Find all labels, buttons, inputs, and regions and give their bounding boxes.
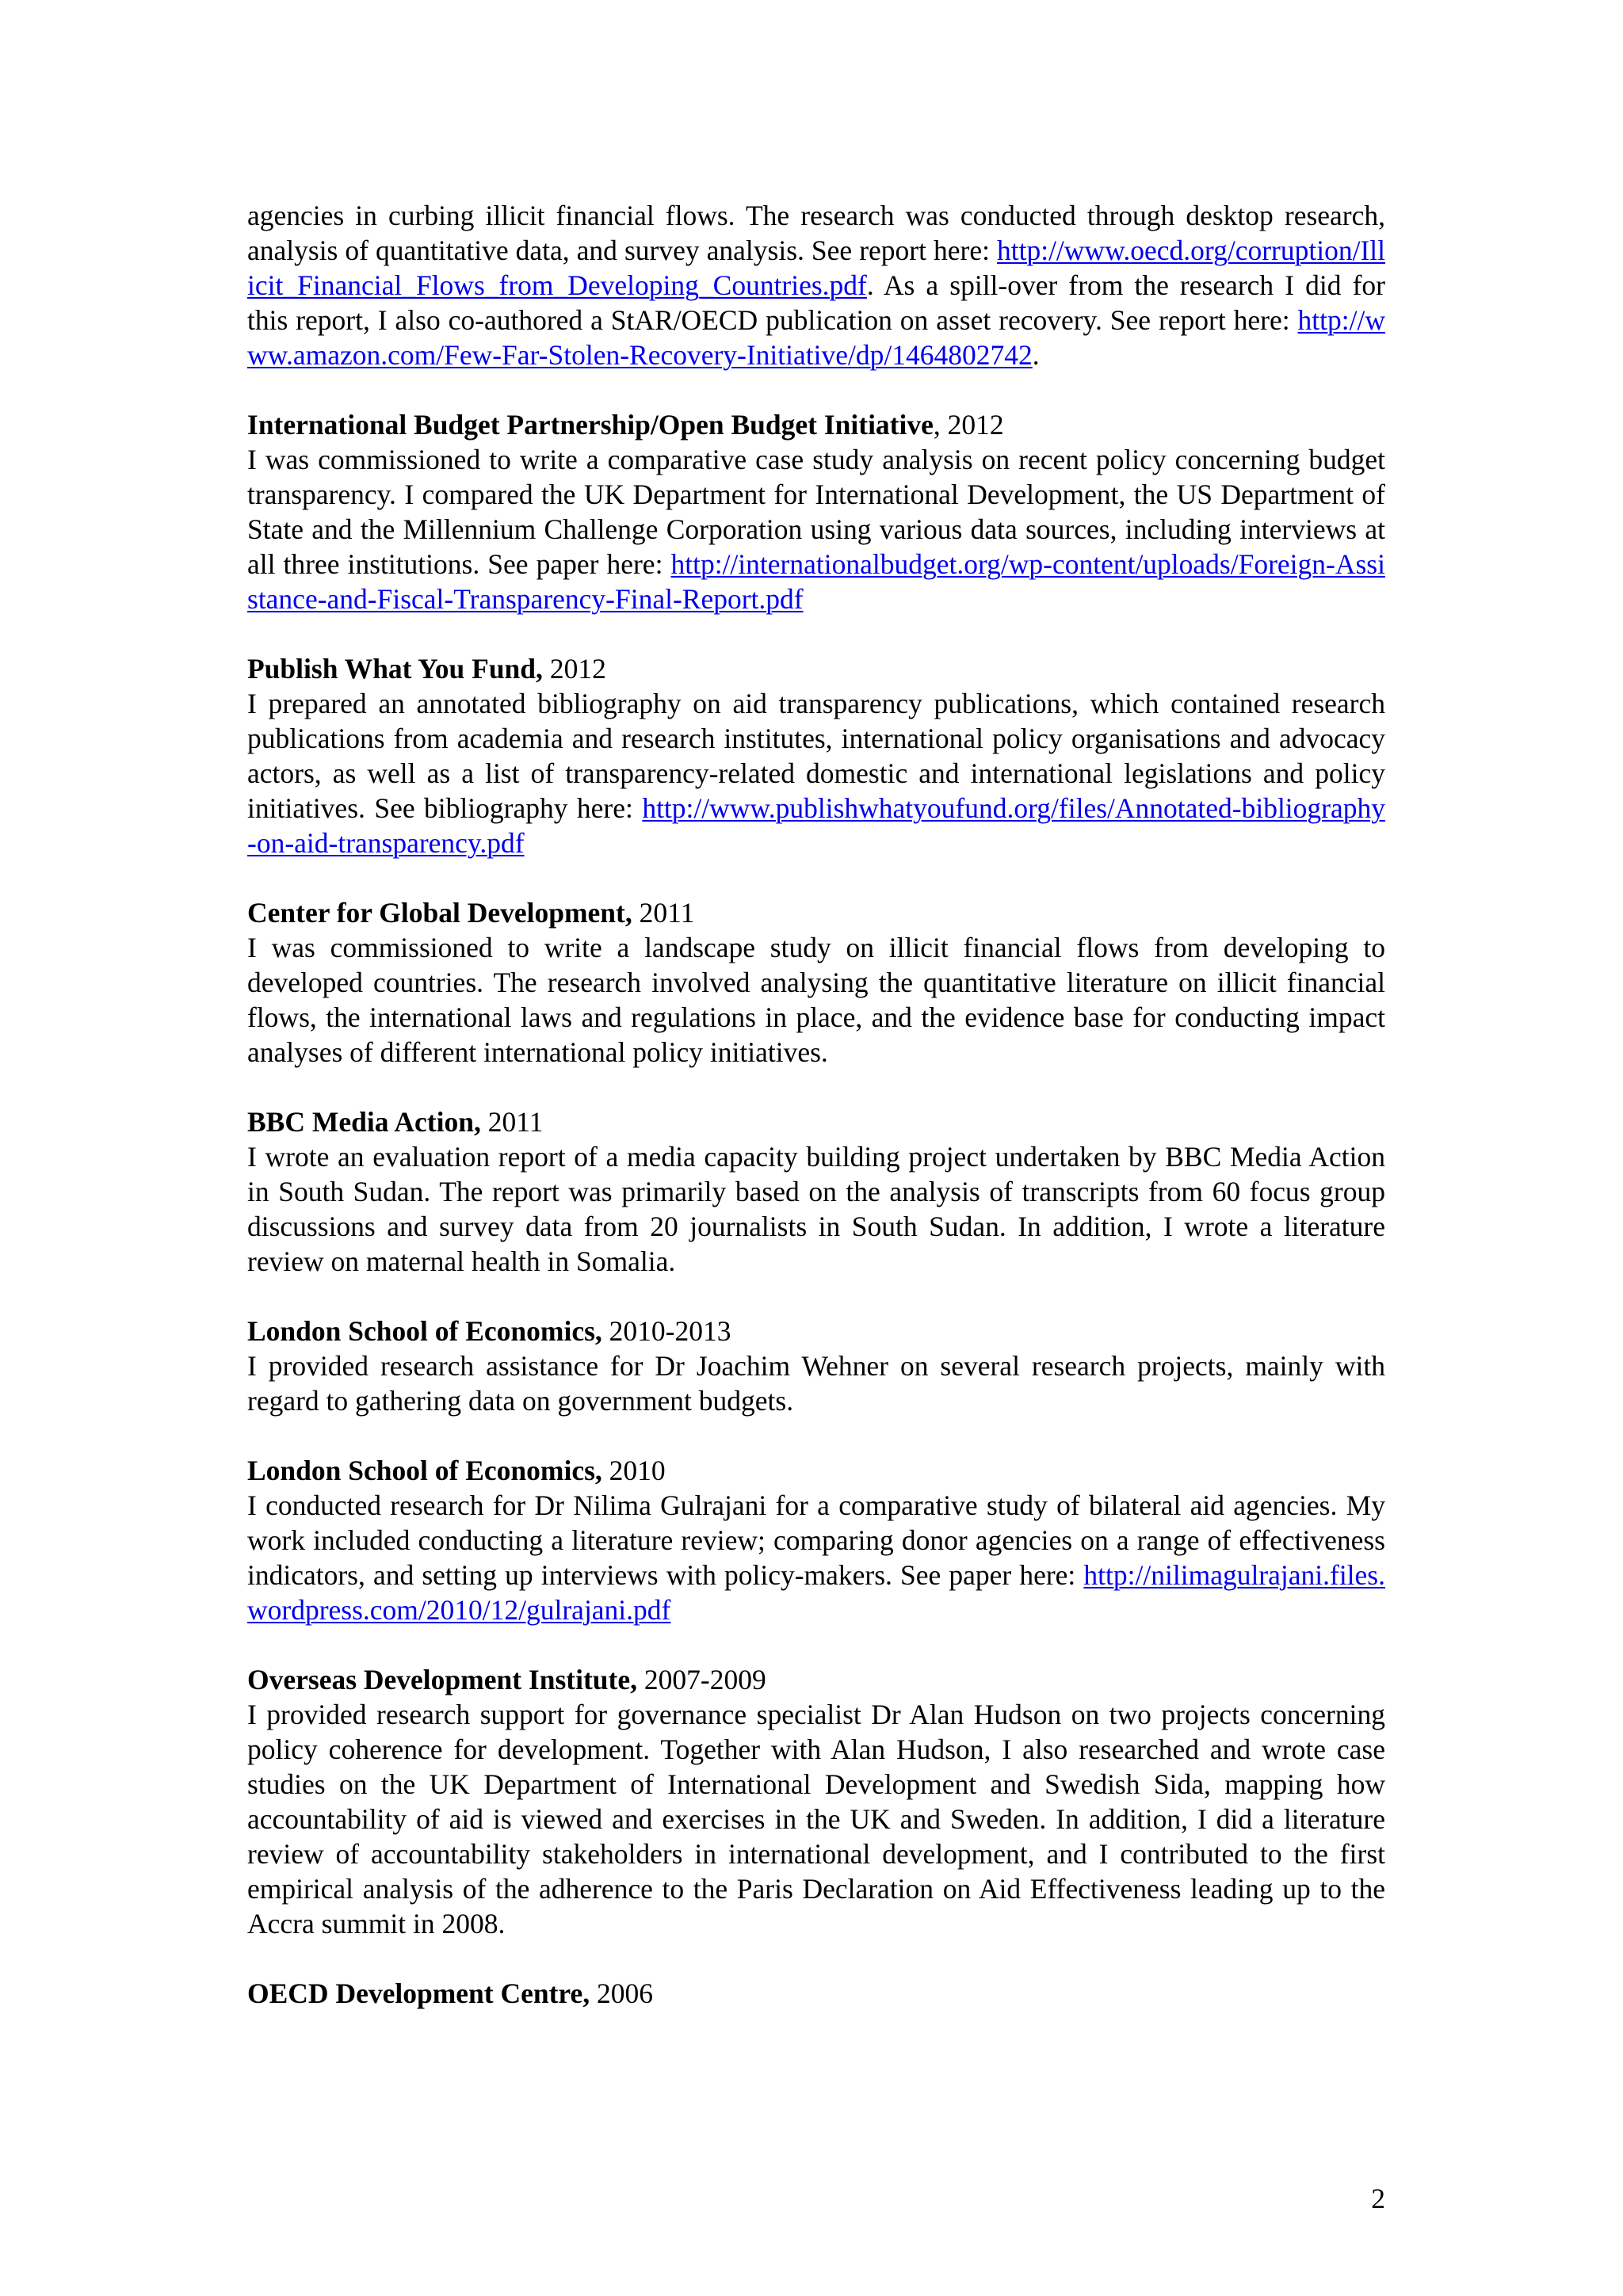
gulrajani-paper-link[interactable]: http://nilimagulrajani.files.wordpress.com/2010/12/gulrajani.pdf [247,1559,1385,1626]
entry-heading [247,1976,1385,2011]
organisation-name: BBC Media Action, [247,1106,481,1138]
heading-separator: , [933,409,948,441]
experience-entry-ibp [247,407,1385,616]
amazon-report-link[interactable]: http://www.amazon.com/Few-Far-Stolen-Recovery-Initiative/dp/1464802742 [247,304,1385,371]
heading-separator [602,1455,609,1486]
entry-year: 2010-2013 [609,1315,731,1347]
entry-heading [247,407,1385,442]
entry-description [247,442,1385,616]
entry-heading [247,1662,1385,1697]
entry-year: 2011 [487,1106,544,1138]
page-number: 2 [1371,2183,1385,2214]
organisation-name: International Budget Partnership/Open Budget Initiative [247,409,934,441]
experience-entry-pwyf [247,651,1385,860]
heading-separator [481,1106,488,1138]
heading-separator [637,1664,644,1695]
entry-year: 2012 [947,409,1004,441]
entry-heading [247,1104,1385,1139]
organisation-name: OECD Development Centre, [247,1978,590,2009]
experience-entry-lse-wehner [247,1314,1385,1418]
entry-heading [247,895,1385,930]
description-text: I prepared an annotated bibliography on aid transparency publications, which contained research publications from academia and research institutes, international policy organisations and advocacy actors, as well as a list of transparency-related domestic and international legislations and policy initiatives. See bibliography here: [247,688,1385,824]
entry-heading [247,1314,1385,1348]
experience-entry-cgd [247,895,1385,1070]
heading-separator [602,1315,609,1347]
intro-text-2: . As a spill-over from the research I did for this report, I also co-authored a StAR/OECD publication on asset recovery. See report here: [247,269,1385,336]
heading-separator [632,897,640,929]
heading-separator [543,653,550,685]
oecd-report-link[interactable]: http://www.oecd.org/corruption/Illicit_Financial_Flows_from_Developing_Countries.pdf [247,235,1385,301]
ibp-paper-link[interactable]: http://internationalbudget.org/wp-content/uploads/Foreign-Assistance-and-Fiscal-Transparency-Final-Report.pdf [247,548,1385,615]
entry-year: 2011 [639,897,695,929]
experience-entry-odi [247,1662,1385,1941]
organisation-name: London School of Economics, [247,1315,602,1347]
heading-separator [590,1978,597,2009]
organisation-name: Center for Global Development, [247,897,632,929]
description-text: I conducted research for Dr Nilima Gulrajani for a comparative study of bilateral aid agencies. My work included conducting a literature review; comparing donor agencies on a range of effectiveness indicators, and setting up interviews with policy-makers. See paper here: [247,1489,1385,1591]
document-body [247,198,1385,2011]
pwyf-bibliography-link[interactable]: http://www.publishwhatyoufund.org/files/Annotated-bibliography-on-aid-transparency.pdf [247,792,1385,859]
entry-year: 2006 [597,1978,654,2009]
intro-text-3: . [1032,339,1040,371]
entry-year: 2012 [549,653,606,685]
entry-description: I wrote an evaluation report of a media capacity building project undertaken by BBC Media Action in South Sudan. The report was primarily based on the analysis of transcripts from 60 focus group discussions and survey data from 20 journalists in South Sudan. In addition, I wrote a literature review on maternal health in Somalia. [247,1141,1385,1277]
organisation-name: Overseas Development Institute, [247,1664,637,1695]
entry-description: I provided research support for governance specialist Dr Alan Hudson on two projects concerning policy coherence for development. Together with Alan Hudson, I also researched and wrote case studies on the UK Department of International Development and Swedish Sida, mapping how accountability of aid is viewed and exercises in the UK and Sweden. In addition, I did a literature review of accountability stakeholders in international development, and I contributed to the first empirical analysis of the adherence to the Paris Declaration on Aid Effectiveness leading up to the Accra summit in 2008. [247,1699,1385,1939]
entry-description [247,1488,1385,1627]
entry-heading [247,1453,1385,1488]
entry-year: 2007-2009 [643,1664,766,1695]
description-text: I was commissioned to write a comparative case study analysis on recent policy concerning budget transparency. I compared the UK Department for International Development, the US Department of State and the Millennium Challenge Corporation using various data sources, including interviews at all three institutions. See paper here: [247,444,1385,580]
entry-year: 2010 [609,1455,666,1486]
experience-entry-oecd-dev-centre [247,1976,1385,2011]
intro-paragraph [247,198,1385,372]
experience-entry-lse-gulrajani [247,1453,1385,1627]
entry-description [247,686,1385,860]
entry-heading [247,651,1385,686]
organisation-name: Publish What You Fund, [247,653,543,685]
entry-description: I was commissioned to write a landscape study on illicit financial flows from developing to developed countries. The research involved analysing the quantitative literature on illicit financial flows, the international laws and regulations in place, and the evidence base for conducting impact analyses of different international policy initiatives. [247,932,1385,1068]
organisation-name: London School of Economics, [247,1455,602,1486]
experience-entry-bbc [247,1104,1385,1279]
entry-description: I provided research assistance for Dr Joachim Wehner on several research projects, mainly with regard to gathering data on government budgets. [247,1350,1385,1417]
intro-text-1: agencies in curbing illicit financial flows. The research was conducted through desktop research, analysis of quantitative data, and survey analysis. See report here: [247,200,1385,266]
